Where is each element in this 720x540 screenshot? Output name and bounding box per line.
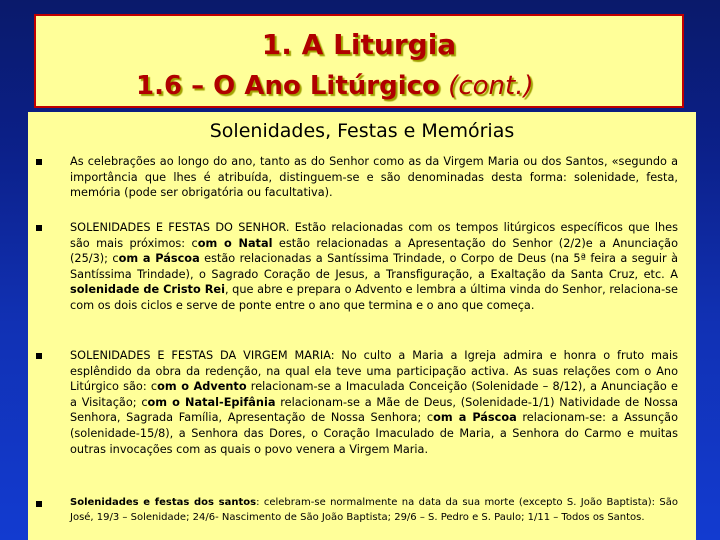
text-run: estão relacionadas a Apresentação do Senhor (2/2)e a Anunciação (25/3); c	[70, 236, 679, 266]
emphasis: om o Natal-Epifânia	[147, 395, 276, 409]
text-run: relacionam-se a Mãe de Deus, (Solenidade-1/1) Natividade de Nossa Senhora, Sagrada Família, Apresentação de Nossa Senhora; c	[70, 395, 678, 425]
emphasis: om a Páscoa	[433, 411, 517, 425]
square-bullet-icon	[36, 159, 42, 165]
text-run: estão relacionadas a Santíssima Trindade, o Corpo de Deus (na 5ª feira a seguir à Santíssima Trindade), o Sagrado Coração de Jesus, a Transfiguração, a Exaltação da Santa Cruz, etc. A	[70, 252, 678, 281]
title-box	[34, 14, 684, 108]
text-run: . Estão relacionadas com os tempos litúrgicos específicos que lhes são mais próximos: c	[70, 221, 678, 250]
content-box	[28, 112, 696, 540]
emphasis: Solenidades e festas dos santos	[70, 497, 257, 508]
emphasis: om a Páscoa	[118, 252, 200, 266]
item-text	[70, 496, 678, 525]
square-bullet-icon	[36, 225, 42, 231]
section-heading: Solenidades, Festas e Memórias	[209, 120, 515, 142]
text-run: SOLENIDADES E FESTAS DO SENHOR	[70, 221, 286, 234]
text-run: : No culto a Maria a Igreja admira e honra o fruto mais esplêndido da obra da redenção, na qual ela teve uma participação activa. As suas relações com o Ano Litúrgico são: c	[70, 349, 679, 394]
item-text	[70, 220, 678, 314]
text-run: : celebram-se normalmente na data da sua morte (excepto S. João Baptista): São José, 19/3 – Solenidade; 24/6- Nascimento de São João Baptista; 29/6 – S. Pedro e S. Paulo; 1/11 – Todos os Santos.	[70, 497, 679, 523]
text-run: relacionam-se: a Assunção (solenidade-15/8), a Senhora das Dores, o Coração Imaculado de Maria, a Senhora do Carmo e muitas outras invocações com as quais o povo venera a Virgem Maria.	[70, 411, 678, 456]
item-text	[70, 348, 678, 457]
text-run: , que abre e prepara o Advento e lembra a última vinda do Senhor, relaciona-se com os dois ciclos e serve de ponte entre o ano que termina e o ano que começa.	[70, 283, 679, 312]
square-bullet-icon	[36, 501, 42, 507]
slide-subtitle-heading	[136, 71, 534, 101]
square-bullet-icon	[36, 353, 42, 359]
text-run: relacionam-se a Imaculada Conceição (Solenidade – 8/12), a Anunciação e a Visitação; c	[70, 380, 678, 409]
slide-title: 1. A Liturgia	[261, 28, 457, 61]
text-run: SOLENIDADES E FESTAS DA VIRGEM MARIA	[70, 349, 331, 362]
heading-italic-part: (cont.)	[448, 71, 534, 101]
item-text: As celebrações ao longo do ano, tanto as do Senhor como as da Virgem Maria ou dos Santos, «segundo a importância que lhes é atribuída, distinguem-se e são denominadas desta forma: solenidade, festa, memória (pode ser obrigatória ou facultativa).	[70, 155, 678, 200]
emphasis: om o Natal	[197, 236, 273, 250]
emphasis: om o Advento	[157, 380, 247, 394]
emphasis: solenidade de Cristo Rei	[70, 283, 225, 297]
heading-bold-part: 1.6 – O Ano Litúrgico	[136, 71, 440, 101]
